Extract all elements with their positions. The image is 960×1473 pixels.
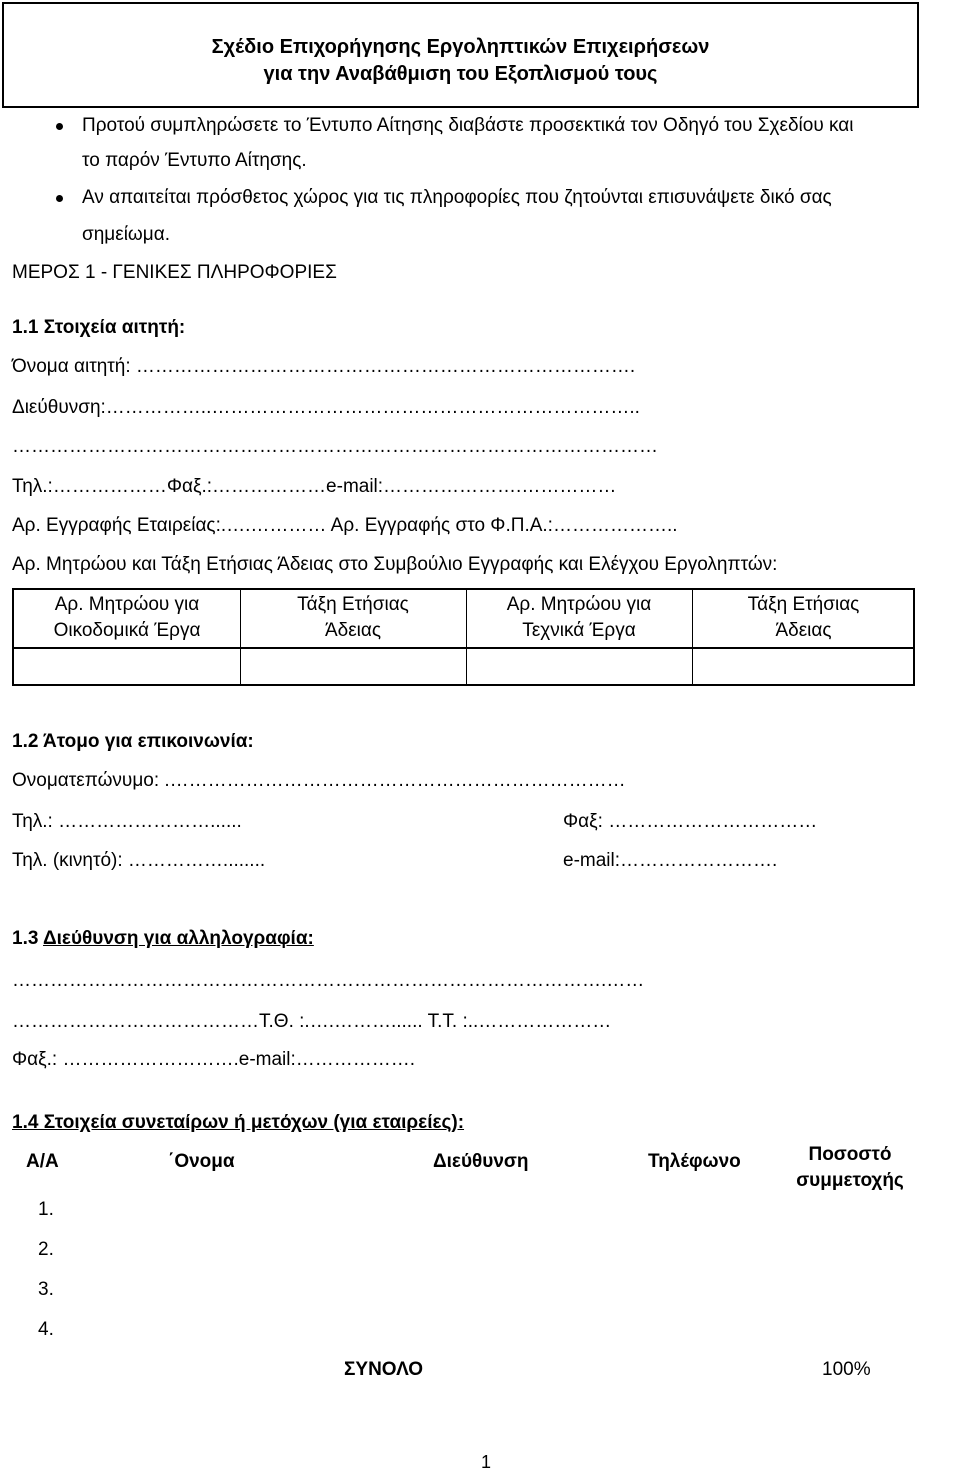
instruction-1-line2: το παρόν Έντυπο Αίτησης.	[82, 150, 307, 171]
partner-row-3-number: 3.	[38, 1279, 54, 1300]
instruction-2-line2: σημείωμα.	[82, 224, 170, 245]
address-field-line2[interactable]: …………………………………………………………………………………………	[12, 436, 658, 457]
mailing-address-line2[interactable]: …………………………………Τ.Θ. :.….………...... Τ.Τ. :..…………………	[12, 1011, 612, 1032]
registration-fields-line[interactable]: Αρ. Εγγραφής Εταιρείας:.….………… Αρ. Εγγραφής στο Φ.Π.Α.:………………..	[12, 515, 678, 536]
registry-col-technical-number: Αρ. Μητρώου για Τεχνικά Έργα	[506, 594, 652, 641]
registry-input-technical-class[interactable]	[693, 649, 915, 684]
contact-fullname-field[interactable]: Ονοματεπώνυμο: .………………………………………………………………	[12, 770, 626, 791]
mailing-address-line3[interactable]: Φαξ.: ……………………….e-mail:……………….	[12, 1049, 416, 1070]
contact-fax-field[interactable]: Φαξ: ……………………………	[563, 811, 818, 832]
registry-label: Αρ. Μητρώου και Τάξη Ετήσιας Άδειας στο Συμβούλιο Εγγραφής και Ελέγχου Εργοληπτών:	[12, 554, 778, 575]
registry-col-building-number: Αρ. Μητρώου για Οικοδομικά Έργα	[53, 594, 201, 641]
partner-row-2-number: 2.	[38, 1239, 54, 1260]
partners-col-phone: Τηλέφωνο	[648, 1151, 741, 1172]
registry-input-building-class[interactable]	[241, 649, 466, 684]
registry-table	[12, 588, 915, 686]
header-box	[2, 2, 919, 108]
instruction-2-line1: Αν απαιτείται πρόσθετος χώρος για τις πληροφορίες που ζητούνται επισυνάψετε δικό σας	[82, 187, 832, 208]
applicant-name-field[interactable]: Όνομα αιτητή: …………………………………………………………………….	[12, 356, 636, 377]
section-1-2-heading: 1.2 Άτομο για επικοινωνία:	[12, 731, 254, 752]
instruction-1-line1: Προτού συμπληρώσετε το Έντυπο Αίτησης διαβάστε προσεκτικά τον Οδηγό του Σχεδίου και	[82, 115, 854, 136]
section-1-3-heading: 1.3 Διεύθυνση για αλληλογραφία:	[12, 928, 314, 949]
contact-email-field[interactable]: e-mail:…………………….	[563, 850, 778, 871]
part-title: ΜΕΡΟΣ 1 - ΓΕΝΙΚΕΣ ΠΛΗΡΟΦΟΡΙΕΣ	[12, 262, 337, 283]
bullet-icon	[56, 195, 63, 202]
contact-fields-line[interactable]: Τηλ.:………………Φαξ.:………………e-mail:………………….……………	[12, 476, 617, 497]
section-1-1-heading: 1.1 Στοιχεία αιτητή:	[12, 317, 186, 338]
partners-col-share: Ποσοστό συμμετοχής	[796, 1144, 904, 1191]
section-1-4-heading: 1.4 Στοιχεία συνεταίρων ή μετόχων (για εταιρείες):	[12, 1112, 465, 1133]
mailing-address-line1[interactable]: ………………………………………………………………………………….……	[12, 970, 645, 991]
partner-row-4-number: 4.	[38, 1319, 54, 1340]
contact-mobile-field[interactable]: Τηλ. (κινητό): ……………........	[12, 850, 266, 871]
partners-col-address: Διεύθυνση	[433, 1151, 529, 1172]
page-number: 1	[481, 1452, 492, 1472]
registry-input-building-number[interactable]	[14, 649, 240, 684]
partners-col-name: ΄Ονομα	[168, 1151, 235, 1172]
registry-col-technical-class: Τάξη Ετήσιας Άδειας	[747, 594, 860, 641]
document-title-line1: Σχέδιο Επιχορήγησης Εργοληπτικών Επιχειρήσεων	[211, 36, 710, 58]
partner-row-1-number: 1.	[38, 1199, 54, 1220]
document-title-line2: για την Αναβάθμιση του Εξοπλισμού τους	[263, 63, 658, 85]
partners-col-aa: Α/Α	[26, 1151, 59, 1172]
partners-total-value: 100%	[822, 1359, 871, 1380]
registry-col-building-class: Τάξη Ετήσιας Άδειας	[297, 594, 409, 641]
registry-input-technical-number[interactable]	[467, 649, 692, 684]
bullet-icon	[56, 123, 63, 130]
address-field-line1[interactable]: Διεύθυνση:……………..…………………………………………………………..	[12, 397, 640, 418]
partners-total-label: ΣΥΝΟΛΟ	[344, 1359, 424, 1380]
contact-phone-field[interactable]: Τηλ.: ……………………......	[12, 811, 242, 832]
